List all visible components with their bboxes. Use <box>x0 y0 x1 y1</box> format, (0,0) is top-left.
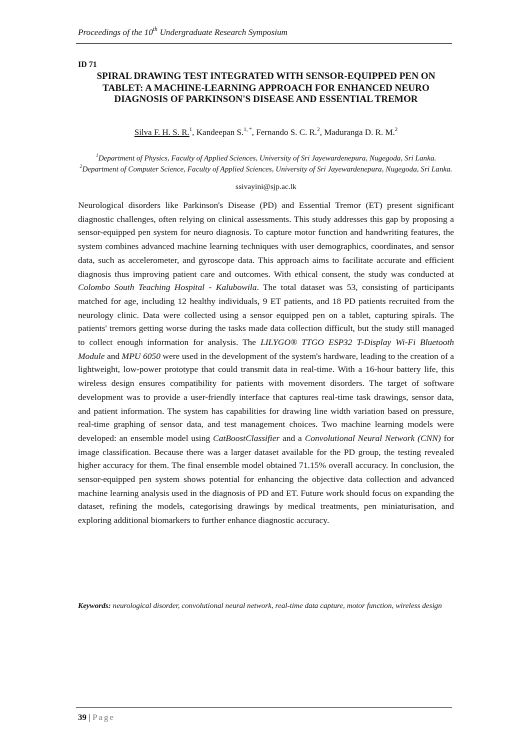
abstract-text: for image classification. Because there was a larger dataset available for the PD group, the testing revealed higher accuracy for them. The final ensemble model obtained 71.15% overall accuracy. In conclusion, the sensor-equipped pen system shows potential for enhancing the objective data collection and advanced machine learning analysis used in the diagnosis of PD and ET. Future work should focus on expanding the dataset, refining the models, categorising drawings by medical treatments, pen miniaturisation, and exploring additional biomarkers to further enhance diagnostic accuracy. <box>78 432 455 526</box>
abstract-text: and a <box>279 432 305 443</box>
author-list: Silva F. H. S. R.$^1$, Kandeepan S.$^{1, *}$, Fernando S. C. R.$^2$, Maduranga D. R. M.$^2$ <box>134 127 398 137</box>
footer-separator: | <box>86 712 93 722</box>
paper-title: SPIRAL DRAWING TEST INTEGRATED WITH SENSOR-EQUIPPED PEN ON TABLET: A MACHINE-LEARNING APPROACH FOR ENHANCED NEURO DIAGNOSIS OF PARKINSON'S DISEASE AND ESSENTIAL TREMOR <box>96 71 436 106</box>
affiliation-text: Department of Computer Science, Faculty of Applied Sciences, University of Sri Jayewardenepura, Nugegoda, Sri Lanka. <box>82 164 453 174</box>
page-number: 39 <box>78 712 87 722</box>
abstract-italic: Convolutional Neural Network (CNN) <box>304 432 441 443</box>
corresponding-email: ssivayini@sjp.ac.lk <box>235 182 297 191</box>
keywords-list: neurological disorder, convolutional neural network, real-time data capture, motor function, wireless design <box>110 601 442 610</box>
abstract-italic: Colombo South Teaching Hospital - Kalubowila <box>78 282 257 293</box>
footer-rule <box>76 707 452 708</box>
affiliation-sup: 1 <box>95 154 99 159</box>
affiliation-text: Department of Physics, Faculty of Applied Sciences, University of Sri Jayewardenepura, Nugegoda, Sri Lanka. <box>98 153 437 163</box>
author-sup: 2 <box>317 127 320 134</box>
affiliation-sup: 2 <box>79 165 83 171</box>
keywords <box>78 601 454 611</box>
keywords-label: Keywords: <box>78 601 111 610</box>
abstract-body <box>78 199 454 528</box>
abstract-text: were used in the development of the system's hardware, leading to the creation of a lightweight, low-power prototype that could transmit data in real-time. With a 16-hour battery life, this wireless design ensures compatibility for patients with movement disorders. The target of software development was to provide a user-friendly interface that captures real-time task drawings, sensor data, and patient information. The system has capabilities for drawing line width variation based on pressure, real-time graphing of sensor data, and test management choices. Two machine learning models were developed: an ensemble model using <box>78 350 454 443</box>
abstract-italic: LILYGO® TTGO ESP32 T-Display Wi-Fi Bluetooth Module <box>78 337 454 361</box>
paper-id: ID 71 <box>78 60 97 69</box>
header-sup: th <box>152 27 158 34</box>
author-sup: 1, * <box>243 127 252 134</box>
author-name: Maduranga D. R. M. <box>324 127 395 137</box>
author-name: Silva F. H. S. R. <box>134 127 190 137</box>
abstract-italic: CatBoostClassifier <box>213 432 280 443</box>
page-footer <box>78 712 115 722</box>
author-sup: 2 <box>394 127 398 134</box>
affiliation <box>78 152 454 163</box>
author-name: Fernando S. C. R. <box>256 127 318 137</box>
proceedings-header <box>78 27 287 37</box>
header-prefix: Proceedings of the 10 <box>78 27 153 37</box>
abstract-text: . The total dataset was 53, consisting of participants matched for age, including 12 healthy individuals, 9 ET patients, and 18 PD patients recruited from the neurology clinic. Data were collected using a sensor equipped pen on a tablet, capturing spirals. The patients' tremors getting worse during the tasks made data collection difficult, but the study still managed to collect enough information for analysis. The <box>78 282 454 348</box>
author-name: Kandeepan S. <box>196 127 244 137</box>
affiliations <box>78 152 454 174</box>
header-rule <box>76 43 452 44</box>
abstract-text: Neurological disorders like Parkinson's Disease (PD) and Essential Tremor (ET) present significant diagnostic challenges, often relying on clinical assessments. This study addresses this gap by proposing a sensor-equipped pen system for neuro diagnosis. To capture motor function and handwriting features, the system combines advanced machine learning techniques with user demographics, coordinates, and sensor data, such as accelerometer, and gyroscope data. This approach aims to facilitate accurate and efficient diagnosis thus improving patient care and outcomes. With ethical consent, the study was conducted at <box>78 200 454 279</box>
author-sup: 1 <box>189 127 193 134</box>
affiliation <box>78 163 454 174</box>
abstract-text: and <box>104 350 122 361</box>
header-suffix: Undergraduate Research Symposium <box>157 27 288 37</box>
abstract-italic: MPU 6050 <box>121 350 161 361</box>
page-label: Page <box>92 712 115 722</box>
